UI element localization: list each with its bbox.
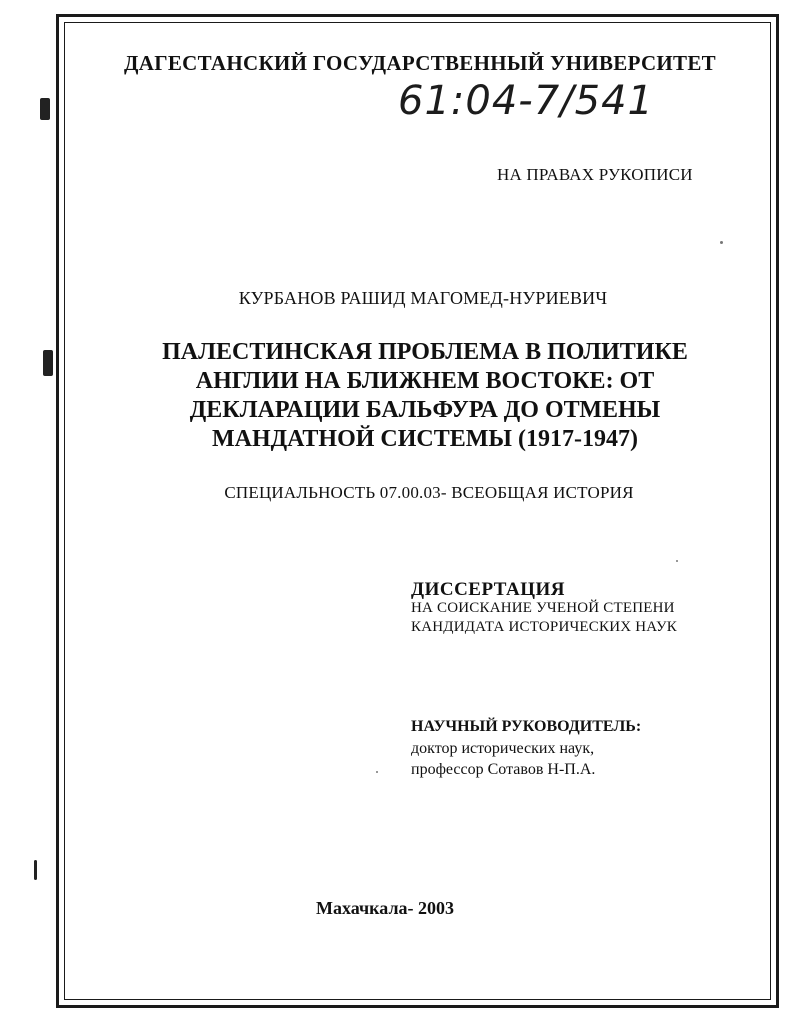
degree-line-2: КАНДИДАТА ИСТОРИЧЕСКИХ НАУК <box>411 619 677 635</box>
supervisor-degree: доктор исторических наук, <box>411 740 595 757</box>
binder-hole-mark <box>40 98 50 120</box>
title-line: МАНДАТНОЙ СИСТЕМЫ (1917-1947) <box>212 426 638 452</box>
dissertation-heading: ДИССЕРТАЦИЯ <box>411 579 566 600</box>
university-name: ДАГЕСТАНСКИЙ ГОСУДАРСТВЕННЫЙ УНИВЕРСИТЕТ <box>124 51 716 75</box>
scan-speck <box>376 771 378 773</box>
title-line: ДЕКЛАРАЦИИ БАЛЬФУРА ДО ОТМЕНЫ <box>189 397 661 423</box>
binder-hole-mark <box>34 860 37 880</box>
dissertation-title <box>95 338 755 454</box>
title-line: АНГЛИИ НА БЛИЖНЕМ ВОСТОКЕ: ОТ <box>195 368 655 394</box>
scan-speck <box>676 560 678 562</box>
supervisor-heading: НАУЧНЫЙ РУКОВОДИТЕЛЬ: <box>411 718 642 735</box>
degree-line-1: НА СОИСКАНИЕ УЧЕНОЙ СТЕПЕНИ <box>411 600 675 616</box>
binder-hole-mark <box>43 350 53 376</box>
scan-speck <box>720 241 723 244</box>
specialty-line: СПЕЦИАЛЬНОСТЬ 07.00.03- ВСЕОБЩАЯ ИСТОРИЯ <box>224 483 634 502</box>
manuscript-rights-note: НА ПРАВАХ РУКОПИСИ <box>497 165 693 184</box>
city-year: Махачкала- 2003 <box>316 898 455 918</box>
author-name: КУРБАНОВ РАШИД МАГОМЕД-НУРИЕВИЧ <box>238 288 608 308</box>
title-line: ПАЛЕСТИНСКАЯ ПРОБЛЕМА В ПОЛИТИКЕ <box>162 339 688 365</box>
handwritten-catalog-code: 61:04-7/541 <box>398 78 654 124</box>
supervisor-name: профессор Сотавов Н-П.А. <box>411 761 596 778</box>
